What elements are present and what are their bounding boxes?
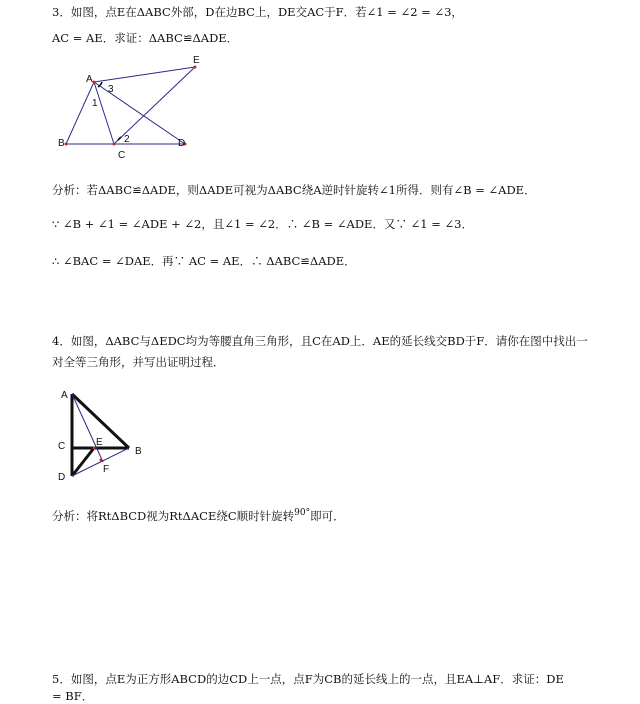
problem-4-analysis-end: 即可． xyxy=(310,509,345,523)
problem-4-line-1: 4．如图，ΔABC与ΔEDC均为等腰直角三角形，且C在AD上．AE的延长线交BD于F．请你在图中找出一 xyxy=(52,334,588,348)
label-C: C xyxy=(58,441,66,452)
label-B: B xyxy=(135,446,142,457)
problem-3-analysis-1: 分析：若ΔABC≌ΔADE，则ΔADE可视为ΔABC绕A逆时针旋转∠1所得．则有∠B = ∠ADE． xyxy=(52,183,536,197)
problem-3-line-2: AC = AE．求证：ΔABC≌ΔADE． xyxy=(52,31,239,45)
label-A: A xyxy=(61,390,68,401)
problem-3-line-1: 3．如图，点E在ΔABC外部，D在边BC上，DE交AC于F．若∠1 = ∠2 = ∠3， xyxy=(52,5,463,19)
label-D: D xyxy=(58,472,66,483)
label-A: A xyxy=(86,74,93,85)
label-E: E xyxy=(96,437,103,448)
problem-4-analysis-text: 分析：将RtΔBCD视为RtΔACE绕C顺时针旋转 xyxy=(52,509,295,523)
angle-2: 2 xyxy=(124,134,130,145)
angle-1: 1 xyxy=(92,98,98,109)
problem-3-analysis-3: ∴ ∠BAC = ∠DAE．再∵ AC = AE．∴ ΔABC≌ΔADE． xyxy=(52,254,356,268)
label-D: D xyxy=(178,138,186,149)
rotation-angle: 90° xyxy=(294,508,311,518)
label-C: C xyxy=(118,150,126,161)
label-F: F xyxy=(103,464,110,475)
label-E: E xyxy=(193,55,200,66)
problem-4-line-2: 对全等三角形，并写出证明过程． xyxy=(52,355,225,369)
angle-3: 3 xyxy=(108,84,114,95)
problem-5-line-2: = BF． xyxy=(52,689,94,703)
problem-3-analysis-2: ∵ ∠B + ∠1 = ∠ADE + ∠2，且∠1 = ∠2．∴ ∠B = ∠ADE．又∵ ∠1 = ∠3． xyxy=(52,217,473,231)
problem-3-figure xyxy=(52,52,212,162)
problem-4-analysis xyxy=(52,505,345,524)
label-B: B xyxy=(58,138,65,149)
problem-5-line-1: 5．如图，点E为正方形ABCD的边CD上一点，点F为CB的延长线上的一点，且EA⊥AF．求证：DE xyxy=(52,672,564,686)
problem-4-figure xyxy=(52,384,162,494)
